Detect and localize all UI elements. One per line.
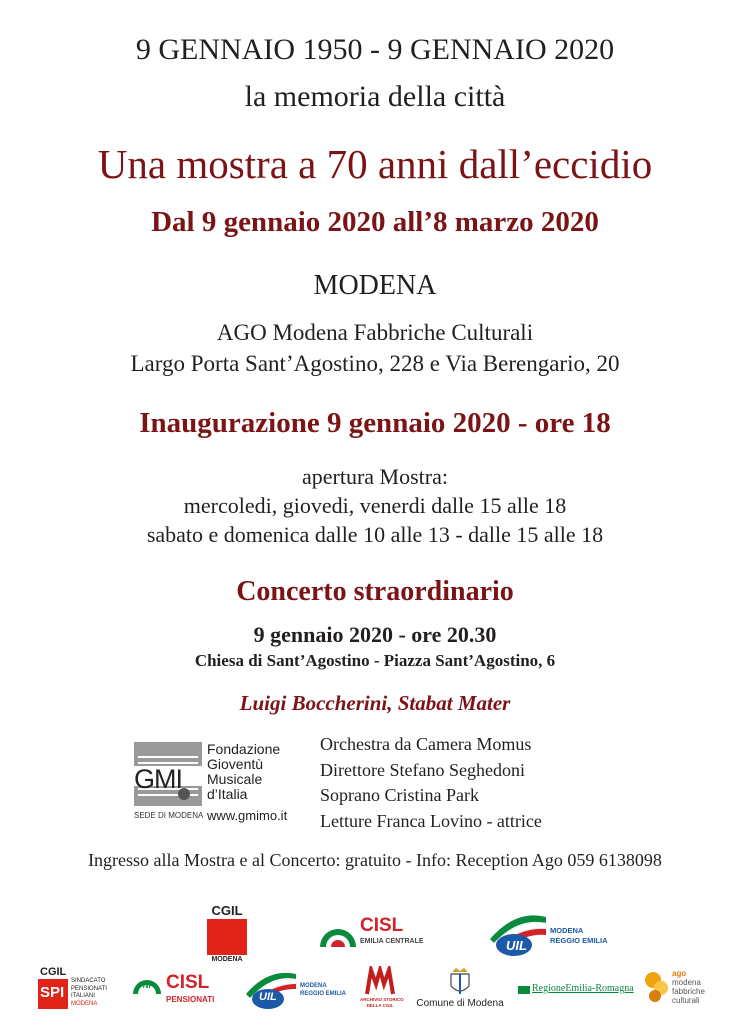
uil-modena-logo — [486, 909, 626, 959]
opening-label: apertura Mostra: — [302, 464, 448, 489]
cisl-emilia-sub: EMILIA CENTRALE — [360, 938, 424, 945]
cgil-spi-cgil: CGIL — [40, 966, 67, 978]
credit-line: Direttore Stefano Seghedoni — [320, 759, 525, 780]
regione-name: RegioneEmilia-Romagna — [532, 983, 634, 994]
cisl-emilia-name: CISL — [360, 915, 404, 936]
concert-title: Concerto straordinario — [236, 576, 514, 607]
concert-date: 9 gennaio 2020 - ore 20.30 — [253, 622, 497, 647]
comune-name: Comune di Modena — [416, 998, 504, 1009]
credit-line: Soprano Cristina Park — [320, 785, 479, 805]
uil-pensionati-name: UIL — [259, 991, 277, 1003]
spi-line: PENSIONATI — [71, 985, 107, 992]
spi-line: SINDACATO — [71, 978, 106, 984]
event-dates: 9 GENNAIO 1950 - 9 GENNAIO 2020 — [135, 33, 615, 66]
comune-crest-icon — [448, 966, 472, 996]
concert-work: Luigi Boccherini, Stabat Mater — [239, 691, 511, 715]
cgil-spi-logo — [38, 966, 118, 1014]
cgil-red-block — [207, 919, 247, 955]
venue-address: Largo Porta Sant’Agostino, 228 e Via Berengario, 20 — [130, 351, 620, 376]
archivio-cgil-logo — [360, 966, 404, 1014]
opening-weekend: sabato e domenica dalle 10 alle 13 - dalle 15 alle 18 — [146, 522, 604, 547]
gmi-name-line: Gioventù — [207, 756, 264, 772]
uil-modena-name: UIL — [506, 938, 527, 953]
venue-name: AGO Modena Fabbriche Culturali — [216, 320, 534, 345]
regione-flag-icon — [518, 986, 530, 994]
ago-line: culturali — [672, 996, 700, 1005]
exhibition-title: Una mostra a 70 anni dall’eccidio — [97, 141, 653, 187]
inauguration-line: Inaugurazione 9 gennaio 2020 - ore 18 — [139, 407, 611, 439]
archivio-line: ARCHIVIO STORICO — [360, 997, 404, 1002]
info-line: Ingresso alla Mostra e al Concerto: gratuito - Info: Reception Ago 059 6138098 — [88, 850, 662, 870]
gmi-logo — [134, 742, 294, 828]
uil-pensionati-logo — [244, 966, 354, 1012]
archivio-mark-icon — [365, 966, 395, 996]
gmi-name-line: d’Italia — [207, 786, 248, 802]
ago-line: ago — [672, 969, 687, 978]
gmi-name-line: Fondazione — [207, 741, 281, 757]
cgil-modena-logo — [206, 903, 248, 967]
event-subtitle: la memoria della città — [244, 80, 506, 113]
gmi-website[interactable]: www.gmimo.it — [207, 808, 288, 823]
cgil-spi-lines — [71, 978, 107, 1008]
ago-line: fabbriche — [672, 987, 705, 996]
archivio-line: DELLA CGIL — [366, 1003, 394, 1008]
fnp-label: FNP — [138, 981, 154, 990]
concert-credits — [320, 732, 542, 834]
cgil-spi-spi: SPI — [40, 984, 65, 1001]
opening-weekdays: mercoledi, giovedi, venerdi dalle 15 alle 18 — [183, 493, 567, 518]
cisl-emilia-logo — [318, 913, 428, 953]
city-heading: MODENA — [313, 270, 437, 301]
gmi-name-line: Musicale — [207, 771, 263, 787]
archivio-lines — [360, 997, 404, 1009]
ago-mark-icon — [644, 970, 670, 1006]
ago-lines — [672, 969, 705, 1005]
exhibition-period: Dal 9 gennaio 2020 all’8 marzo 2020 — [151, 206, 599, 238]
cgil-modena-sub: MODENA — [211, 956, 243, 963]
gmi-mark-text: GMI — [134, 764, 182, 794]
regione-logo — [518, 980, 634, 1002]
spi-line: MODENA — [71, 1000, 98, 1007]
credit-line: Orchestra da Camera Momus — [320, 734, 532, 754]
ago-line: modena — [672, 978, 701, 987]
spi-line: ITALIANI — [71, 993, 95, 999]
ago-logo — [644, 966, 714, 1014]
gmi-seat: SEDE DI MODENA — [134, 811, 204, 820]
fnp-cisl-logo — [132, 972, 222, 1012]
cgil-modena-name: CGIL — [211, 903, 243, 918]
fnp-cisl-name: CISL — [166, 972, 210, 993]
cisl-swoosh-icon — [318, 913, 358, 949]
concert-place: Chiesa di Sant’Agostino - Piazza Sant’Agostino, 6 — [194, 651, 556, 670]
uil-pensionati-sub: MODENA REGGIO EMILIA — [300, 983, 347, 997]
credit-line: Letture Franca Lovino - attrice — [320, 810, 542, 831]
gmi-name — [207, 742, 280, 802]
uil-modena-sub: MODENA REGGIO EMILIA — [550, 926, 608, 945]
uil-pensionati-flag-icon — [244, 968, 298, 1010]
comune-modena-logo — [414, 966, 506, 1014]
fnp-cisl-sub: PENSIONATI — [166, 995, 215, 1004]
